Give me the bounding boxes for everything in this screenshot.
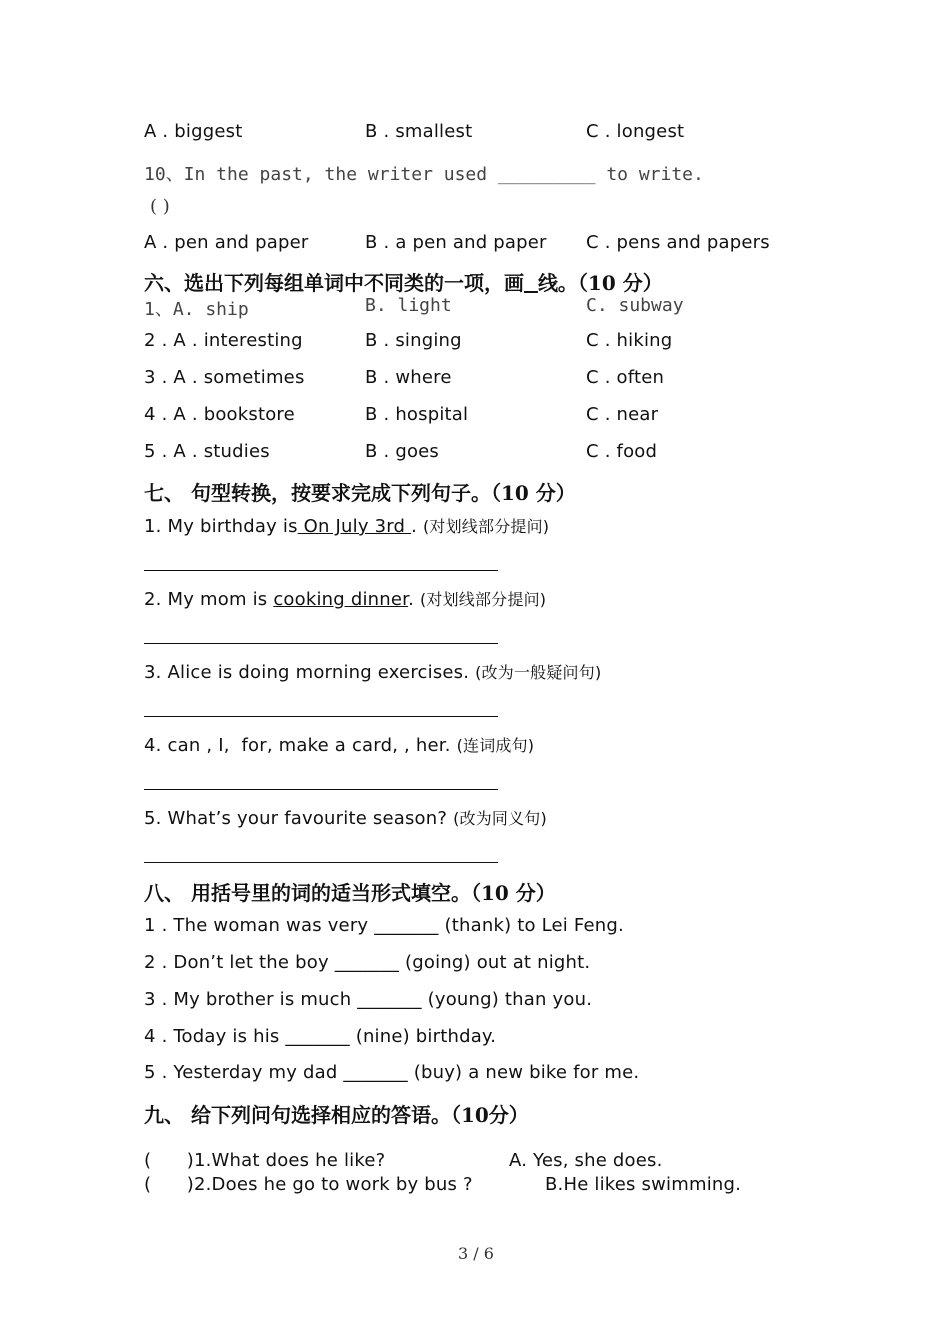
- s7-item2-pre: 2. My mom is: [144, 589, 274, 610]
- s8-item1: 1 . The woman was very _______ (thank) to Lei Feng.: [144, 915, 624, 936]
- s6-row2-b: B . singing: [365, 330, 462, 351]
- s7-item3-note: (改为一般疑问句): [475, 663, 602, 682]
- q9-option-c: C . longest: [586, 121, 685, 142]
- s7-item5-pre: 5. What’s your favourite season?: [144, 808, 454, 829]
- s6-row5-b: B . goes: [365, 441, 440, 462]
- s6-row4-a: 4 . A . bookstore: [144, 404, 295, 425]
- s6-row4-c: C . near: [586, 404, 659, 425]
- s7-answer-line-5: [144, 862, 498, 863]
- s7-answer-line-1: [144, 570, 498, 571]
- s8-item5: 5 . Yesterday my dad _______ (buy) a new bike for me.: [144, 1062, 640, 1083]
- s7-item1-underlined: On July 3rd: [297, 516, 412, 537]
- s8-item4: 4 . Today is his _______ (nine) birthday.: [144, 1026, 497, 1047]
- s9-question-1: ( )1.What does he like?: [144, 1150, 386, 1171]
- s7-answer-line-4: [144, 789, 498, 790]
- q10-answer-paren: ( ): [150, 196, 170, 217]
- q9-option-b: B . smallest: [365, 121, 473, 142]
- s6-row1-a: 1、A. ship: [144, 299, 249, 320]
- s8-item3: 3 . My brother is much _______ (young) than you.: [144, 989, 593, 1010]
- s7-item5-note: (改为同义句): [453, 809, 547, 828]
- s9-answer-b: B.He likes swimming.: [545, 1174, 742, 1195]
- s7-item5: [144, 806, 547, 829]
- s7-answer-line-2: [144, 643, 498, 644]
- s7-item2: [144, 587, 546, 610]
- page-number: 3 / 6: [458, 1244, 494, 1263]
- s7-item1: [144, 514, 549, 537]
- s7-item1-note: (对划线部分提问): [422, 517, 550, 536]
- s7-item1-post: .: [411, 516, 423, 537]
- section6-heading-gap: [524, 271, 538, 295]
- s6-row1-b: B. light: [365, 295, 452, 316]
- s7-answer-line-3: [144, 716, 498, 717]
- s7-item1-pre: 1. My birthday is: [144, 516, 298, 537]
- s6-row5-a: 5 . A . studies: [144, 441, 270, 462]
- s6-row5-c: C . food: [586, 441, 658, 462]
- s6-row1-c: C. subway: [586, 295, 684, 316]
- s6-row3-a: 3 . A . sometimes: [144, 367, 305, 388]
- s7-item3-pre: 3. Alice is doing morning exercises.: [144, 662, 476, 683]
- s7-item4: [144, 733, 534, 756]
- s6-row3-b: B . where: [365, 367, 452, 388]
- q10-text: 10、In the past, the writer used _________ to write.: [144, 164, 704, 185]
- s7-item4-note: (连词成句): [456, 736, 535, 755]
- section8-heading: 八、 用括号里的词的适当形式填空。（10 分）: [144, 881, 556, 905]
- s6-row4-b: B . hospital: [365, 404, 469, 425]
- q10-option-b: B . a pen and paper: [365, 232, 547, 253]
- s6-row2-c: C . hiking: [586, 330, 673, 351]
- section6-heading-pre: 六、选出下列每组单词中不同类的一项，画: [144, 271, 524, 295]
- s7-item3: [144, 660, 601, 683]
- s6-row2-a: 2 . A . interesting: [144, 330, 303, 351]
- s9-question-2: ( )2.Does he go to work by bus ?: [144, 1174, 473, 1195]
- s7-item2-underlined: cooking dinner: [273, 589, 409, 610]
- q10-option-c: C . pens and papers: [586, 232, 770, 253]
- section7-heading: 七、 句型转换，按要求完成下列句子。（10 分）: [144, 481, 576, 505]
- q9-option-a: A . biggest: [144, 121, 243, 142]
- q10-option-a: A . pen and paper: [144, 232, 309, 253]
- s7-item2-post: .: [408, 589, 420, 610]
- s7-item4-pre: 4. can , I, for, make a card, , her.: [144, 735, 457, 756]
- s9-answer-a: A. Yes, she does.: [509, 1150, 663, 1171]
- s6-row3-c: C . often: [586, 367, 665, 388]
- s8-item2: 2 . Don’t let the boy _______ (going) out at night.: [144, 952, 591, 973]
- section9-heading: 九、 给下列问句选择相应的答语。（10分）: [144, 1103, 529, 1127]
- section6-heading: [144, 267, 663, 296]
- s7-item2-note: (对划线部分提问): [419, 590, 547, 609]
- section6-heading-post: 线。（10 分）: [537, 271, 663, 295]
